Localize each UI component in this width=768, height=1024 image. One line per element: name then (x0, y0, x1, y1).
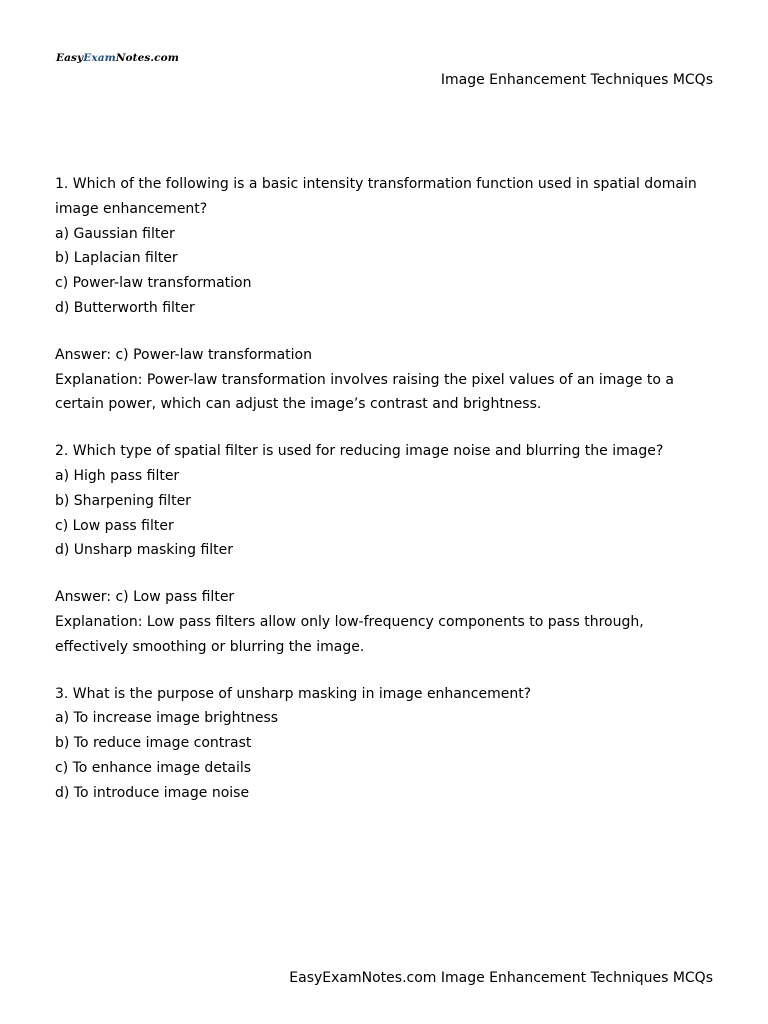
answer-block-1 (55, 343, 715, 417)
option-c: c) Power-law transformation (55, 275, 252, 292)
option-b: b) Laplacian filter (55, 250, 178, 267)
option-d: d) Unsharp masking filter (55, 542, 234, 559)
logo-part-easy: Easy (56, 52, 84, 64)
question-block-1 (55, 172, 715, 321)
option-b: b) To reduce image contrast (55, 735, 252, 752)
question-text: 3. What is the purpose of unsharp masking in image enhancement? (55, 685, 532, 702)
logo-part-notes: Notes.com (115, 52, 179, 64)
site-logo (56, 52, 179, 64)
page-footer: EasyExamNotes.com Image Enhancement Techniques MCQs (289, 970, 713, 986)
question-text: 1. Which of the following is a basic intensity transformation function used in spatial domain image enhancement? (55, 176, 697, 217)
answer-text: Answer: c) Power-law transformation (55, 346, 312, 363)
logo-part-exam: Exam (83, 52, 116, 64)
mcq-content (55, 172, 715, 828)
question-block-3 (55, 682, 715, 806)
answer-block-2 (55, 585, 715, 659)
option-c: c) To enhance image details (55, 759, 252, 776)
option-b: b) Sharpening filter (55, 492, 191, 509)
option-a: a) Gaussian filter (55, 225, 175, 242)
page-title: Image Enhancement Techniques MCQs (440, 72, 713, 88)
answer-text: Answer: c) Low pass filter (55, 589, 235, 606)
question-block-2 (55, 439, 715, 563)
option-a: a) High pass filter (55, 467, 180, 484)
question-text: 2. Which type of spatial filter is used for reducing image noise and blurring the image? (55, 443, 664, 460)
option-a: a) To increase image brightness (55, 710, 279, 727)
explanation-text: Explanation: Low pass filters allow only low-frequency components to pass through, effectively smoothing or blurring the image. (55, 613, 644, 655)
option-c: c) Low pass filter (55, 517, 174, 534)
explanation-text: Explanation: Power-law transformation involves raising the pixel values of an image to a certain power, which can adjust the image’s contrast and brightness. (55, 371, 675, 413)
option-d: d) Butterworth filter (55, 299, 195, 316)
option-d: d) To introduce image noise (55, 784, 250, 801)
